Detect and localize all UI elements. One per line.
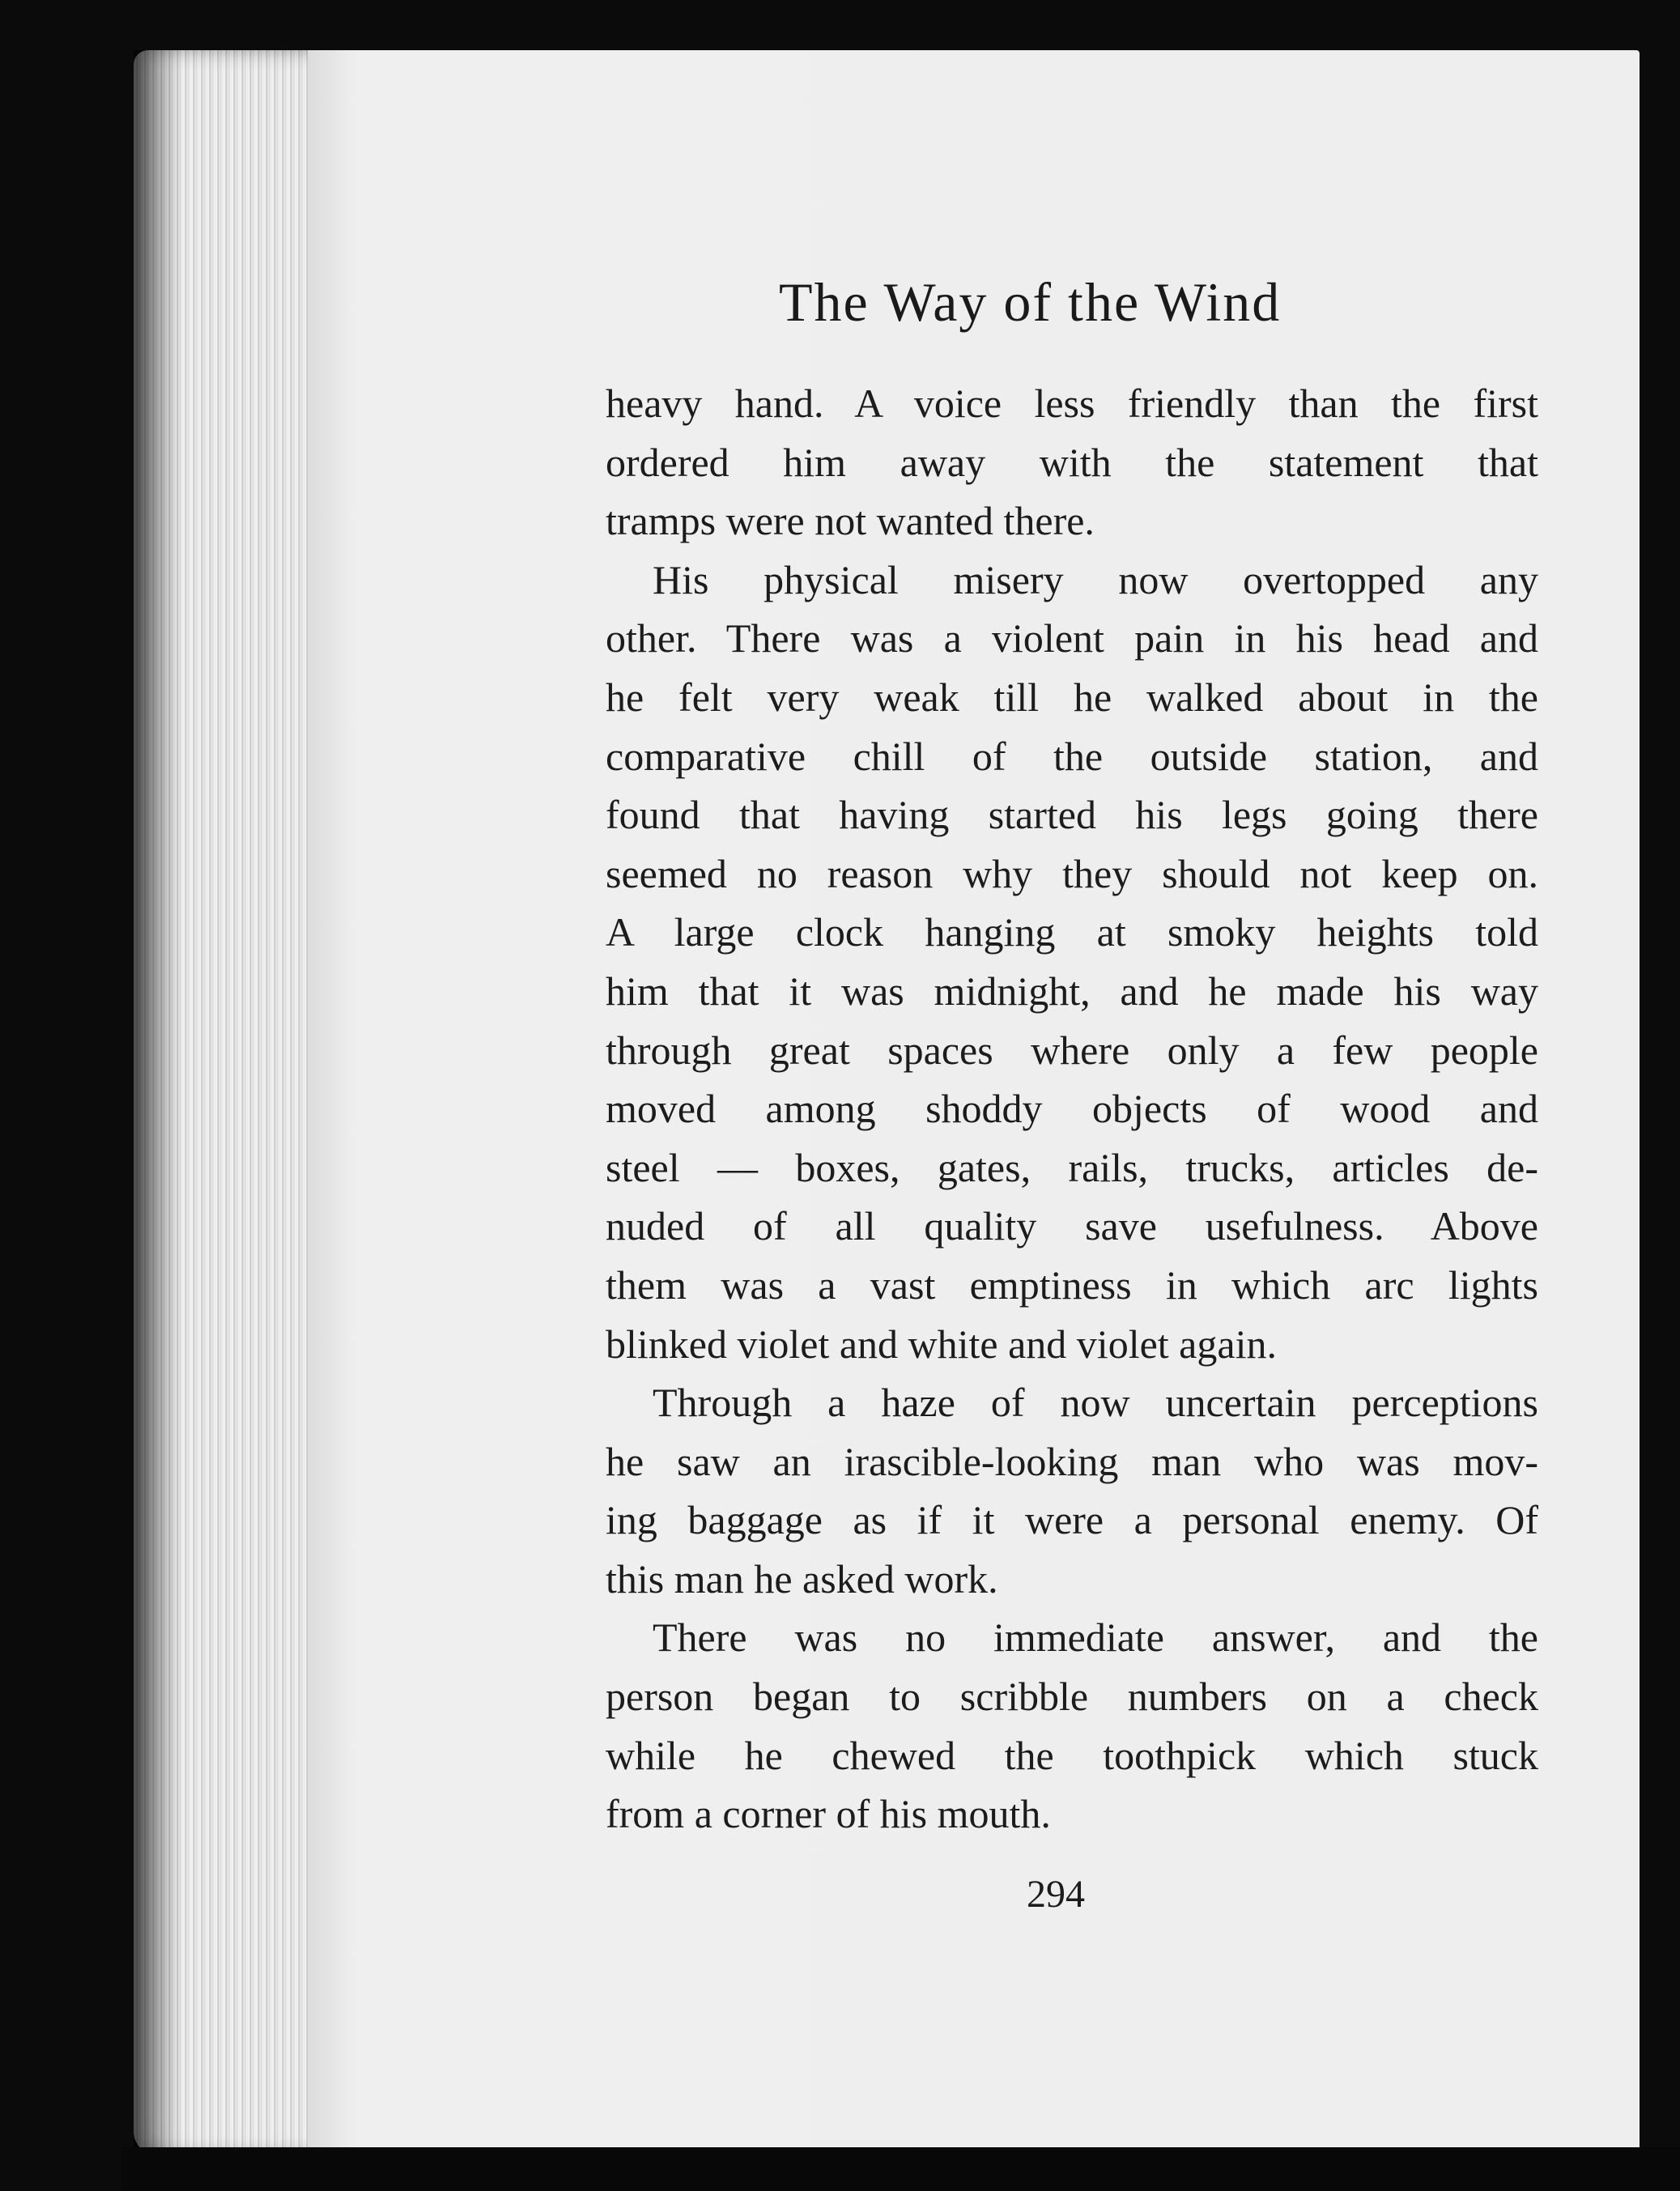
scan-border [121,2147,1680,2191]
text-line: ordered him away with the statement that [606,439,1538,485]
text-line: blinked violet and white and violet again. [606,1321,1277,1367]
text-line: them was a vast emptiness in which arc lights [606,1261,1538,1308]
text-line: comparative chill of the outside station, and [606,733,1538,779]
text-line: heavy hand. A voice less friendly than the first [606,381,1538,426]
text-line: while he chewed the toothpick which stuck [606,1732,1538,1778]
text-line: found that having started his legs going there [606,792,1538,838]
book-page-edges [134,50,320,2155]
text-line: through great spaces where only a few people [606,1027,1538,1073]
text-line: A large clock hanging at smoky heights told [606,909,1538,955]
running-head: The Way of the Wind [779,271,1282,333]
page-number: 294 [1027,1873,1085,1916]
body-text [606,374,1538,1844]
book-page [308,50,1640,2147]
text-line: he felt very weak till he walked about in the [606,674,1538,720]
text-line: this man he asked work. [606,1555,998,1602]
text-line: other. There was a violent pain in his head and [606,615,1538,662]
text-line: him that it was midnight, and he made his way [606,968,1538,1014]
text-line: he saw an irascible-looking man who was mov- [606,1438,1538,1484]
text-line: Through a haze of now uncertain perceptions [653,1380,1538,1426]
text-line: steel — boxes, gates, rails, trucks, articles de- [606,1144,1538,1190]
text-line: His physical misery now overtopped any [653,556,1538,602]
text-line: tramps were not wanted there. [606,498,1095,544]
text-line: from a corner of his mouth. [606,1791,1051,1837]
text-line: person began to scribble numbers on a check [606,1674,1538,1720]
text-line: ing baggage as if it were a personal enemy. Of [606,1497,1538,1543]
text-line: moved among shoddy objects of wood and [606,1086,1538,1132]
text-line: seemed no reason why they should not keep on. [606,850,1538,896]
text-line: There was no immediate answer, and the [653,1615,1538,1661]
text-line: nuded of all quality save usefulness. Above [606,1203,1538,1249]
